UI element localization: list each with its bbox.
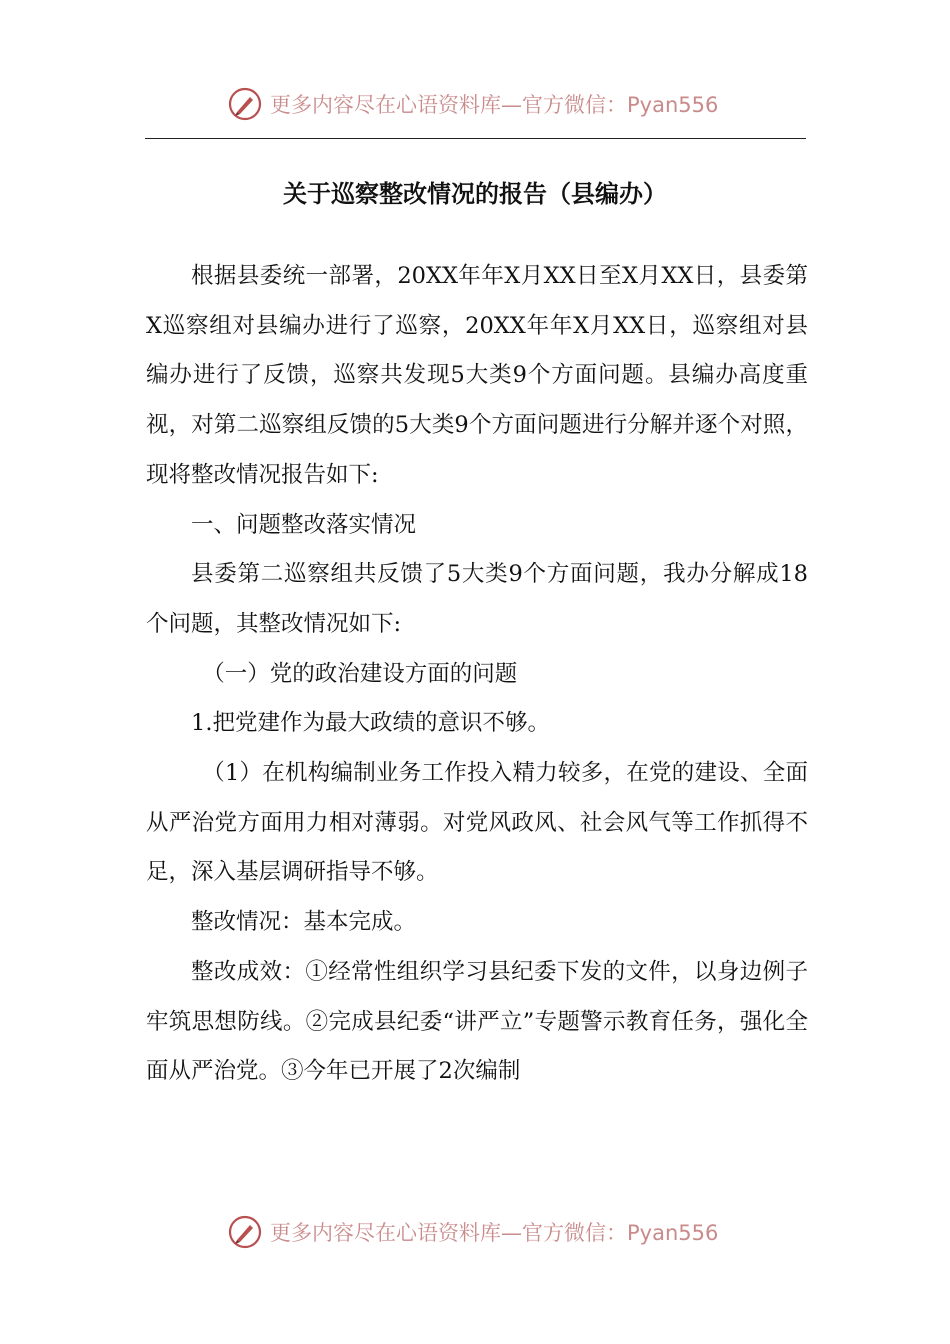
paragraph: 整改情况：基本完成。: [191, 909, 417, 936]
header-divider: [145, 138, 806, 139]
paragraph-intro: 根据县委统一部署，20XX年年X月XX日至X月XX日，县委第X巡察组对县编办进行了巡察，20XX年年X月XX日，巡察组对县编办进行了反馈，巡察共发现5大类9个方面问题。县编办高度重视，对第二巡察组反馈的5大类9个方面问题进行分解并逐个对照，现将整改情况报告如下:: [146, 263, 808, 488]
document-title: 关于巡察整改情况的报告（县编办）: [283, 180, 667, 208]
watermark-text: 更多内容尽在心语资料库—官方微信：Pyan556: [270, 93, 719, 117]
subsection-heading: （一）党的政治建设方面的问题: [202, 660, 518, 687]
paragraph: 整改成效：①经常性组织学习县纪委下发的文件，以身边例子牢筑思想防线。②完成县纪委“讲严立”专题警示教育任务，强化全面从严治党。③今年已开展了2次编制: [146, 958, 808, 1085]
section-heading: 一、问题整改落实情况: [191, 511, 417, 538]
watermark-header: [228, 84, 718, 124]
watermark-text: 更多内容尽在心语资料库—官方微信：Pyan556: [270, 1221, 719, 1245]
pen-nib-logo-icon: [228, 1215, 262, 1249]
paragraph: （1）在机构编制业务工作投入精力较多，在党的建设、全面从严治党方面用力相对薄弱。对党风政风、社会风气等工作抓得不足，深入基层调研指导不够。: [146, 760, 808, 886]
document-body: [146, 252, 808, 1097]
watermark-footer: [228, 1212, 718, 1252]
paragraph: 1.把党建作为最大政绩的意识不够。: [191, 710, 550, 737]
pen-nib-logo-icon: [228, 87, 262, 121]
paragraph: 县委第二巡察组共反馈了5大类9个方面问题，我办分解成18个问题，其整改情况如下:: [146, 561, 808, 637]
